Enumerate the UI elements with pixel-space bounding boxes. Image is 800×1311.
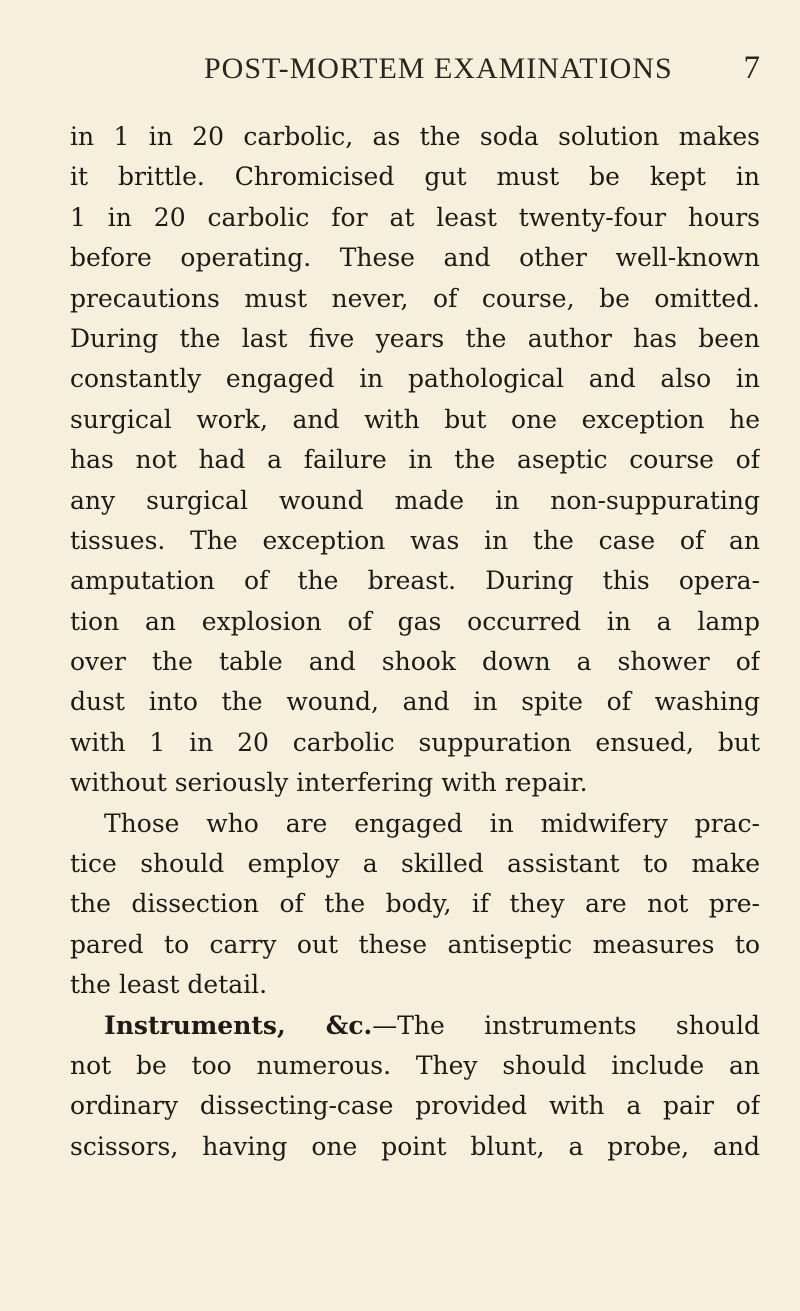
text-line: Those who are engaged in midwifery prac- [104, 808, 760, 838]
text-line: tion an explosion of gas occurred in a lamp [70, 606, 760, 636]
text-line: the dissection of the body, if they are not pre- [70, 889, 760, 919]
text-line: with 1 in 20 carbolic suppuration ensued, but [70, 727, 760, 757]
text-line-with-heading [70, 1006, 760, 1046]
text-line: not be too numerous. They should include an [70, 1050, 760, 1080]
text-line-rest: —The instruments should [372, 1010, 760, 1040]
page-number: 7 [743, 50, 760, 86]
text-line: precautions must never, of course, be omitted. [70, 283, 760, 313]
text-line: 1 in 20 carbolic for at least twenty-four hours [70, 202, 760, 232]
text-line: over the table and shook down a shower of [70, 647, 760, 677]
text-line: ordinary dissecting-case provided with a pair of [70, 1091, 760, 1121]
running-head [70, 52, 760, 92]
text-line: any surgical wound made in non-suppurating [70, 485, 760, 515]
text-line: dust into the wound, and in spite of washing [70, 687, 760, 717]
text-line: tissues. The exception was in the case of an [70, 525, 760, 555]
text-line: scissors, having one point blunt, a probe, and [70, 1131, 760, 1161]
text-line: has not had a failure in the aseptic course of [70, 445, 760, 475]
text-line: it brittle. Chromicised gut must be kept in [70, 162, 760, 192]
text-line: in 1 in 20 carbolic, as the soda solution makes [70, 122, 760, 151]
text-line: During the last five years the author has been [70, 323, 760, 353]
text-line: surgical work, and with but one exception he [70, 404, 760, 434]
text-line: the least detail. [70, 970, 268, 1000]
text-line: before operating. These and other well-known [70, 243, 760, 273]
section-heading: Instruments, &c. [104, 1010, 373, 1040]
text-line: constantly engaged in pathological and also in [70, 364, 760, 394]
text-line: amputation of the breast. During this opera- [70, 566, 760, 596]
text-line: pared to carry out these antiseptic measures to [70, 929, 760, 959]
body-text [70, 117, 760, 1167]
text-line: tice should employ a skilled assistant to make [70, 849, 760, 879]
text-line: without seriously interfering with repair. [70, 768, 588, 798]
running-title: POST-MORTEM EXAMINATIONS [204, 52, 673, 85]
